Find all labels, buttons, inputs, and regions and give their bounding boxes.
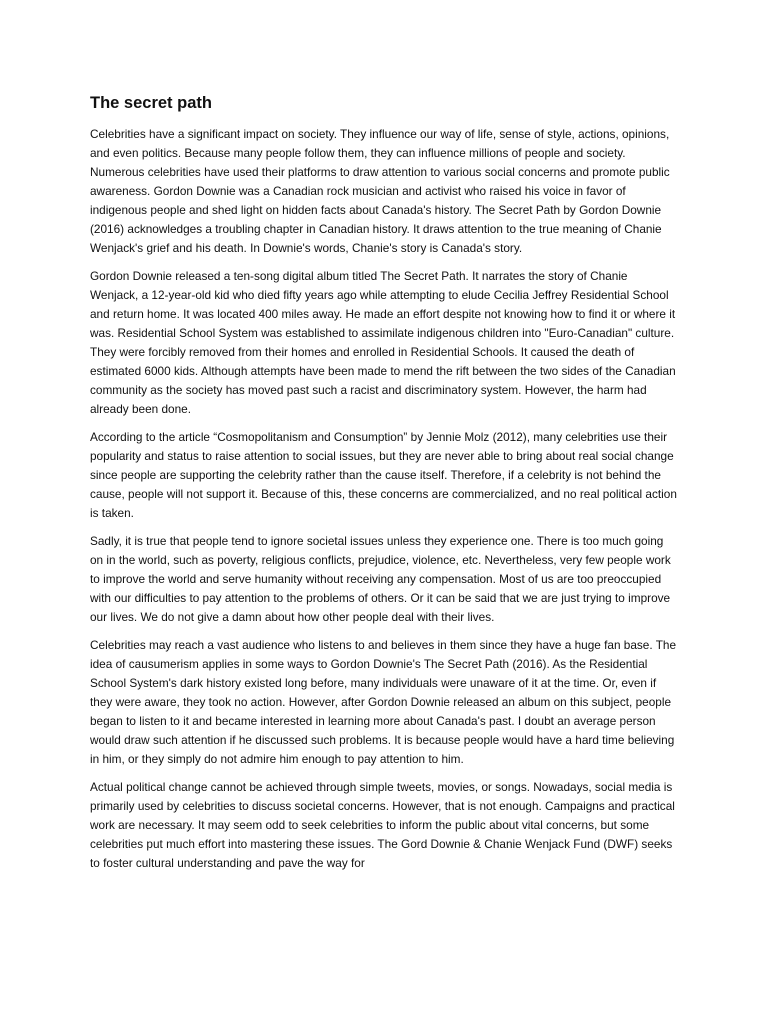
paragraph-6: Actual political change cannot be achieved through simple tweets, movies, or songs. Nowadays, social media is primarily used by celebrities to discuss societal concerns. However, that is not enough. Campaigns and practical work are necessary. It may seem odd to seek celebrities to inform the public about vital concerns, but some celebrities put much effort into mastering these issues. The Gord Downie & Chanie Wenjack Fund (DWF) seeks to foster cultural understanding and pave the way for — [90, 780, 675, 870]
paragraph-1: Celebrities have a significant impact on society. They influence our way of life, sense of style, actions, opinions, and even politics. Because many people follow them, they can influence millions of people and society. Numerous celebrities have used their platforms to draw attention to various social concerns and promote public awareness. Gordon Downie was a Canadian rock musician and activist who raised his voice in favor of indigenous people and shed light on hidden facts about Canada's history. The Secret Path by Gordon Downie (2016) acknowledges a troubling chapter in Canadian history. It draws attention to the true meaning of Chanie Wenjack's grief and his death. In Downie's words, Chanie's story is Canada's story. — [90, 127, 670, 255]
paragraph-5: Celebrities may reach a vast audience who listens to and believes in them since they have a huge fan base. The idea of causumerism applies in some ways to Gordon Downie's The Secret Path (2016). As the Residential School System's dark history existed long before, many individuals were unaware of it at the time. Or, even if they were aware, they took no action. However, after Gordon Downie released an album on this subject, people began to listen to it and became interested in learning more about Canada's past. I doubt an average person would draw such attention if he discussed such problems. It is because people would have a hard time believing in him, or they simply do not admire him enough to pay attention to him. — [90, 638, 677, 766]
document-body — [90, 92, 678, 882]
paragraph-2: Gordon Downie released a ten-song digital album titled The Secret Path. It narrates the story of Chanie Wenjack, a 12-year-old kid who died fifty years ago while attempting to elude Cecilia Jeffrey Residential School and return home. It was located 400 miles away. He made an effort despite not knowing how to find it or where it was. Residential School System was established to assimilate indigenous children into "Euro-Canadian" culture. They were forcibly removed from their homes and enrolled in Residential Schools. It caused the death of estimated 6000 kids. Although attempts have been made to mend the rift between the two sides of the Canadian community as the society has moved past such a racist and discriminatory system. However, the harm had already been done. — [90, 269, 676, 416]
document-title: The secret path — [90, 94, 212, 112]
paragraph-3: According to the article “Cosmopolitanism and Consumption” by Jennie Molz (2012), many celebrities use their popularity and status to raise attention to social issues, but they are never able to bring about real social change since people are supporting the celebrity rather than the cause itself. Therefore, if a celebrity is not behind the cause, people will not support it. Because of this, these concerns are commercialized, and no real political action is taken. — [90, 430, 677, 520]
paragraph-4: Sadly, it is true that people tend to ignore societal issues unless they experience one. There is too much going on in the world, such as poverty, religious conflicts, prejudice, violence, etc. Nevertheless, very few people work to improve the world and serve humanity without receiving any compensation. Most of us are too preoccupied with our difficulties to pay attention to the problems of others. Or it can be said that we are just trying to improve our lives. We do not give a damn about how other people deal with their lives. — [90, 534, 671, 624]
